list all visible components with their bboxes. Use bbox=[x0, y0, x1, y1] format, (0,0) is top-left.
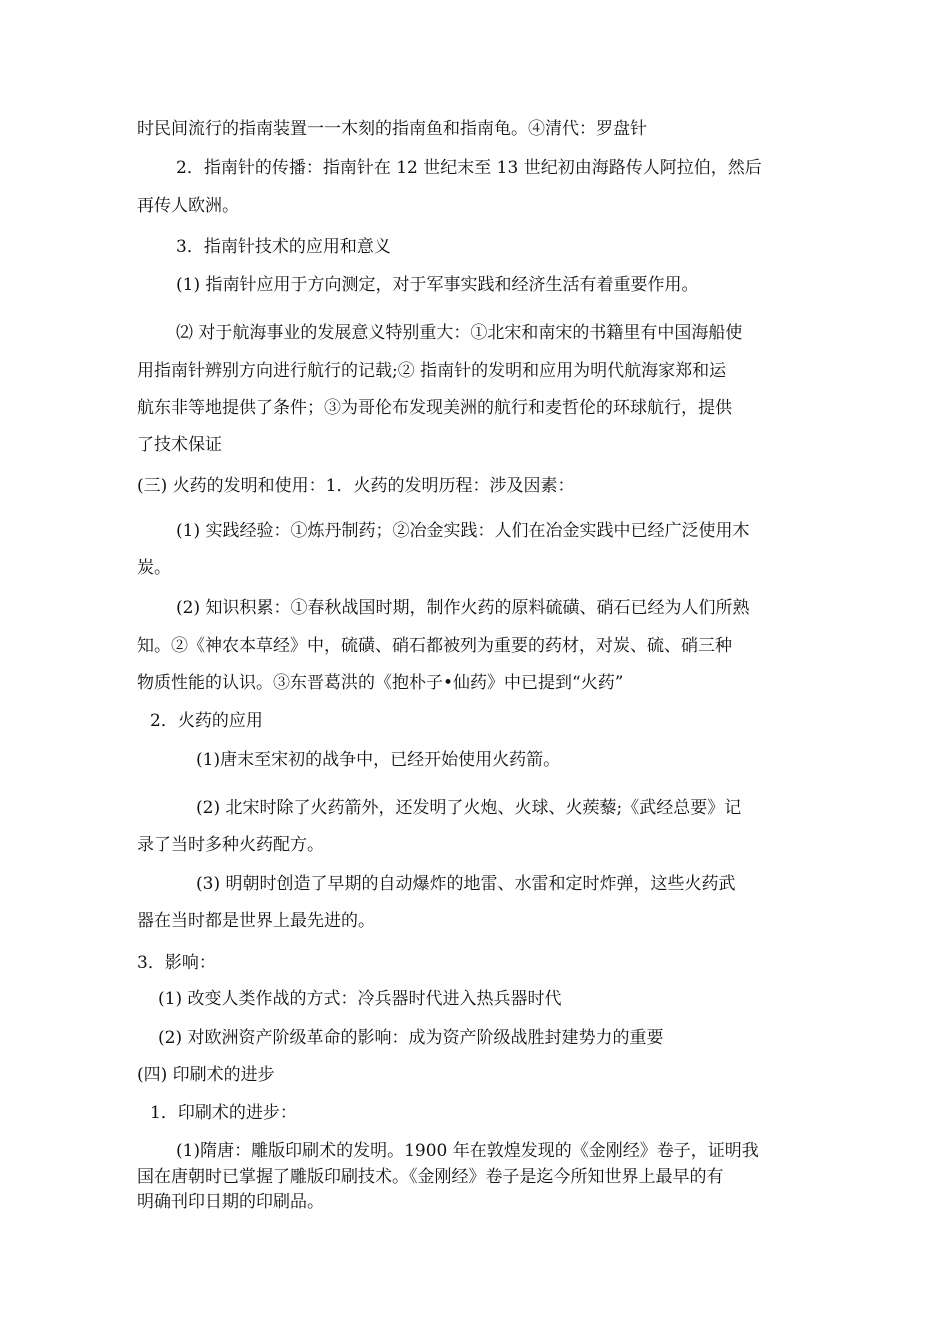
text-line-22: 3．影响： bbox=[137, 953, 216, 973]
text-line-18: (2) 北宋时除了火药箭外，还发明了火炮、火球、火蒺藜;《武经总要》记 bbox=[196, 798, 742, 818]
text-line-9: 了技术保证 bbox=[137, 435, 222, 455]
text-line-17: (1)唐末至宋初的战争中，已经开始使用火药箭。 bbox=[196, 750, 561, 770]
text-line-6: ⑵ 对于航海事业的发展意义特别重大：①北宋和南宋的书籍里有中国海船使 bbox=[176, 323, 743, 343]
text-line-16: 2．火药的应用 bbox=[150, 711, 263, 731]
text-line-20: (3) 明朝时创造了早期的自动爆炸的地雷、水雷和定时炸弹，这些火药武 bbox=[196, 874, 736, 894]
text-line-5: (1) 指南针应用于方向测定，对于军事实践和经济生活有着重要作用。 bbox=[176, 275, 699, 295]
text-line-7: 用指南针辨别方向进行航行的记载;② 指南针的发明和应用为明代航海家郑和运 bbox=[137, 361, 727, 381]
text-line-11: (1) 实践经验：①炼丹制药；②冶金实践：人们在冶金实践中已经广泛使用木 bbox=[176, 521, 750, 541]
text-line-29: 明确刊印日期的印刷品。 bbox=[137, 1192, 324, 1212]
text-line-13: (2) 知识积累：①春秋战国时期，制作火药的原料硫磺、硝石已经为人们所熟 bbox=[176, 598, 750, 618]
text-line-10: (三) 火药的发明和使用：1．火药的发明历程：涉及因素： bbox=[137, 476, 575, 496]
text-line-19: 录了当时多种火药配方。 bbox=[137, 835, 324, 855]
text-line-14: 知。②《神农本草经》中，硫磺、硝石都被列为重要的药材，对炭、硫、硝三种 bbox=[137, 636, 732, 656]
text-line-25: (四) 印刷术的进步 bbox=[137, 1065, 275, 1085]
text-line-23: (1) 改变人类作战的方式：冷兵器时代进入热兵器时代 bbox=[158, 989, 562, 1009]
text-line-15: 物质性能的认识。③东晋葛洪的《抱朴子•仙药》中已提到“火药” bbox=[137, 673, 624, 693]
text-line-26: 1．印刷术的进步： bbox=[150, 1103, 297, 1123]
text-line-21: 器在当时都是世界上最先进的。 bbox=[137, 911, 375, 931]
text-line-2: 2．指南针的传播：指南针在 12 世纪末至 13 世纪初由海路传人阿拉伯，然后 bbox=[176, 158, 762, 178]
text-line-12: 炭。 bbox=[137, 558, 171, 578]
text-line-28: 国在唐朝时已掌握了雕版印刷技术。《金刚经》卷子是迄今所知世界上最早的有 bbox=[137, 1167, 724, 1187]
text-line-24: (2) 对欧洲资产阶级革命的影响：成为资产阶级战胜封建势力的重要 bbox=[158, 1028, 664, 1048]
text-line-27: (1)隋唐：雕版印刷术的发明。1900 年在敦煌发现的《金刚经》卷子，证明我 bbox=[176, 1141, 759, 1161]
text-line-1: 时民间流行的指南装置一一木刻的指南鱼和指南龟。④清代：罗盘针 bbox=[137, 119, 647, 139]
text-line-3: 再传人欧洲。 bbox=[137, 196, 239, 216]
text-line-8: 航东非等地提供了条件；③为哥伦布发现美洲的航行和麦哲伦的环球航行，提供 bbox=[137, 398, 732, 418]
text-line-4: 3．指南针技术的应用和意义 bbox=[176, 237, 391, 257]
